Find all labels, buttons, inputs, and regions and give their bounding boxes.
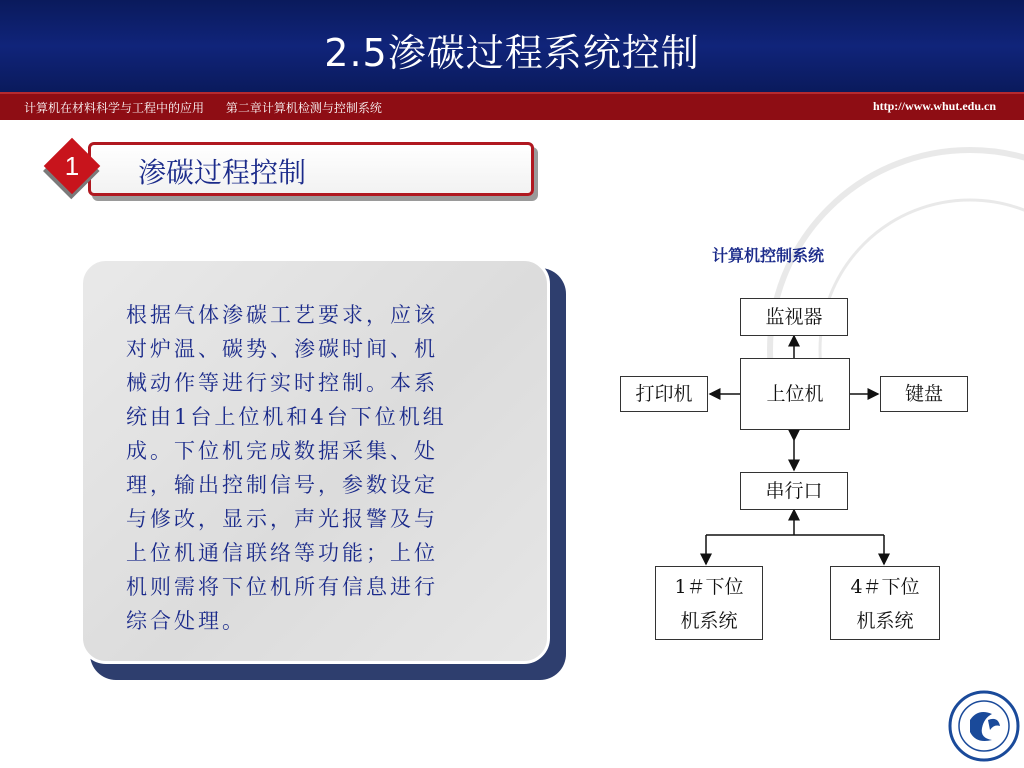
slave4-box bbox=[830, 566, 940, 640]
text-line: 与修改，显示，声光报警及与 bbox=[126, 507, 438, 531]
slave1-box bbox=[655, 566, 763, 640]
serial-label: 串行口 bbox=[765, 480, 823, 502]
text-line: 综合处理。 bbox=[126, 609, 246, 633]
printer-label: 打印机 bbox=[635, 383, 693, 405]
host-label: 上位机 bbox=[766, 383, 824, 405]
slave4-label-line1: 4＃下位 bbox=[850, 576, 920, 598]
keyboard-label: 键盘 bbox=[904, 383, 943, 405]
text-line: 机则需将下位机所有信息进行 bbox=[126, 575, 438, 599]
slave1-label-line1: 1＃下位 bbox=[674, 576, 744, 598]
printer-box bbox=[620, 376, 708, 412]
slave4-label-line2: 机系统 bbox=[856, 610, 914, 632]
slide-title: 2.5渗碳过程系统控制 bbox=[324, 31, 700, 75]
text-line: 根据气体渗碳工艺要求，应该 bbox=[126, 303, 438, 327]
text-line: 成。下位机完成数据采集、处 bbox=[126, 439, 438, 463]
text-line: 对炉温、碳势、渗碳时间、机 bbox=[126, 337, 438, 361]
text-line: 理，输出控制信号，参数设定 bbox=[126, 473, 438, 497]
section-title: 渗碳过程控制 bbox=[138, 156, 307, 189]
site-url[interactable]: http://www.whut.edu.cn bbox=[872, 99, 996, 113]
host-box bbox=[740, 358, 850, 430]
course-name: 计算机在材料科学与工程中的应用 bbox=[24, 101, 205, 115]
chapter-name: 第二章计算机检测与控制系统 bbox=[225, 101, 382, 115]
serial-box bbox=[740, 472, 848, 510]
text-line: 械动作等进行实时控制。本系 bbox=[126, 371, 438, 395]
section-number: 1 bbox=[64, 151, 80, 181]
text-line: 统由1台上位机和4台下位机组 bbox=[126, 405, 447, 429]
monitor-box bbox=[740, 298, 848, 336]
text-line: 上位机通信联络等功能；上位 bbox=[126, 541, 438, 565]
diagram-title: 计算机控制系统 bbox=[712, 246, 825, 265]
university-logo bbox=[948, 690, 1020, 762]
monitor-label: 监视器 bbox=[765, 306, 823, 328]
slave1-label-line2: 机系统 bbox=[680, 610, 738, 632]
keyboard-box bbox=[880, 376, 968, 412]
